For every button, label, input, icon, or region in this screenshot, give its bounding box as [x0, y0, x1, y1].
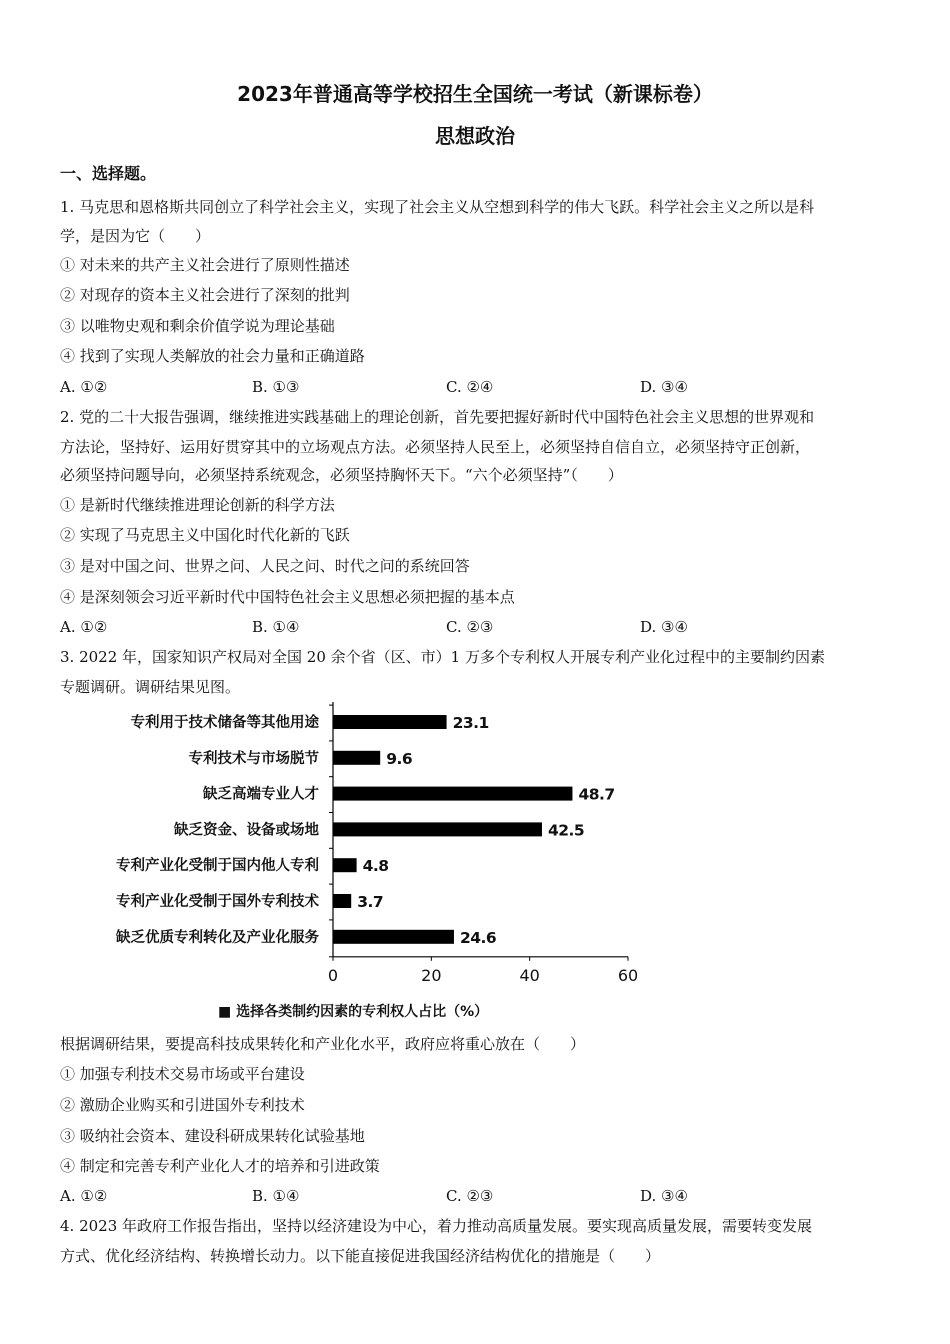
q2-stem-line-2: 方法论，坚持好、运用好贯穿其中的立场观点方法。必须坚持人民至上，必须坚持自信自立，必须坚持守正创新， [60, 438, 811, 456]
q3-item-1: ① 加强专利技术交易市场或平台建设 [60, 1065, 305, 1083]
category-label: 缺乏资金、设备或场地 [174, 822, 319, 839]
subject-title: 思想政治 [435, 124, 515, 148]
x-tick-label: 0 [327, 965, 339, 985]
q2-option-a[interactable]: A. ①② [60, 618, 108, 636]
q1-option-b[interactable]: B. ①③ [252, 378, 300, 396]
q2-option-b[interactable]: B. ①④ [252, 618, 300, 636]
value-label: 48.7 [578, 785, 615, 804]
q1-stem-line-2: 学，是因为它（ ） [60, 227, 211, 245]
category-label: 专利产业化受制于国外专利技术 [116, 894, 319, 910]
q1-item-4: ④ 找到了实现人类解放的社会力量和正确道路 [60, 347, 365, 365]
q2-option-d[interactable]: D. ③④ [640, 618, 688, 636]
q1-item-3: ③ 以唯物史观和剩余价值学说为理论基础 [60, 317, 335, 335]
q2-item-2: ② 实现了马克思主义中国化时代化新的飞跃 [60, 526, 350, 544]
category-label: 缺乏优质专利转化及产业化服务 [116, 929, 319, 946]
patent-constraints-bar-chart [60, 700, 700, 1020]
chart-legend: ■ 选择各类制约因素的专利权人占比（%） [218, 1003, 489, 1020]
exam-title: 2023年普通高等学校招生全国统一考试（新课标卷） [237, 82, 713, 106]
q2-stem-line-3: 必须坚持问题导向，必须坚持系统观念，必须坚持胸怀天下。“六个必须坚持”（ ） [60, 466, 623, 484]
q1-option-c[interactable]: C. ②④ [446, 378, 494, 396]
value-label: 9.6 [386, 749, 413, 768]
q3-item-3: ③ 吸纳社会资本、建设科研成果转化试验基地 [60, 1127, 365, 1145]
q3-option-b[interactable]: B. ①④ [252, 1187, 300, 1205]
bar [333, 787, 572, 801]
q2-item-3: ③ 是对中国之问、世界之问、人民之问、时代之问的系统回答 [60, 557, 470, 575]
bar [333, 715, 447, 729]
q1-option-a[interactable]: A. ①② [60, 378, 108, 396]
bar [333, 930, 454, 944]
q4-stem-line-2: 方式、优化经济结构、转换增长动力。以下能直接促进我国经济结构优化的措施是（ ） [60, 1247, 661, 1265]
q3-option-c[interactable]: C. ②③ [446, 1187, 494, 1205]
value-label: 4.8 [362, 857, 389, 876]
q1-stem-line-1: 1. 马克思和恩格斯共同创立了科学社会主义，实现了社会主义从空想到科学的伟大飞跃。科学社会主义之所以是科 [60, 198, 815, 216]
category-label: 专利技术与市场脱节 [188, 750, 319, 767]
value-label: 24.6 [459, 928, 497, 947]
value-label: 23.1 [452, 714, 489, 732]
x-tick-label: 20 [421, 965, 442, 985]
q3-option-d[interactable]: D. ③④ [640, 1187, 688, 1205]
q2-item-1: ① 是新时代继续推进理论创新的科学方法 [60, 496, 335, 514]
x-tick-label: 60 [617, 965, 639, 985]
q3-item-4: ④ 制定和完善专利产业化人才的培养和引进政策 [60, 1157, 380, 1175]
category-label: 专利用于技术储备等其他用途 [130, 715, 319, 731]
q3-item-2: ② 激励企业购买和引进国外专利技术 [60, 1096, 305, 1114]
section-heading: 一、选择题。 [60, 164, 157, 183]
bar [333, 751, 380, 765]
q1-item-2: ② 对现存的资本主义社会进行了深刻的批判 [60, 286, 350, 304]
bar [333, 822, 542, 836]
category-label: 缺乏高端专业人才 [203, 786, 319, 803]
value-label: 42.5 [547, 821, 585, 840]
value-label: 3.7 [357, 893, 384, 911]
q2-option-c[interactable]: C. ②③ [446, 618, 494, 636]
q2-item-4: ④ 是深刻领会习近平新时代中国特色社会主义思想必须把握的基本点 [60, 588, 515, 606]
q3-question-line: 根据调研结果，要提高科技成果转化和产业化水平，政府应将重心放在（ ） [60, 1035, 586, 1053]
q1-option-d[interactable]: D. ③④ [640, 378, 688, 396]
bar [333, 894, 351, 908]
q3-option-a[interactable]: A. ①② [60, 1187, 108, 1205]
q2-stem-line-1: 2. 党的二十大报告强调，继续推进实践基础上的理论创新，首先要把握好新时代中国特色社会主义思想的世界观和 [60, 408, 815, 426]
q1-item-1: ① 对未来的共产主义社会进行了原则性描述 [60, 256, 350, 274]
q3-stem-line-1: 3. 2022 年，国家知识产权局对全国 20 余个省（区、市）1 万多个专利权人开展专利产业化过程中的主要制约因素 [60, 648, 825, 666]
bar [333, 858, 357, 872]
q4-stem-line-1: 4. 2023 年政府工作报告指出，坚持以经济建设为中心，着力推动高质量发展。要实现高质量发展，需要转变发展 [60, 1217, 813, 1235]
category-label: 专利产业化受制于国内他人专利 [116, 858, 319, 875]
q3-stem-line-2: 专题调研。调研结果见图。 [60, 678, 241, 696]
x-tick-label: 40 [519, 965, 540, 985]
